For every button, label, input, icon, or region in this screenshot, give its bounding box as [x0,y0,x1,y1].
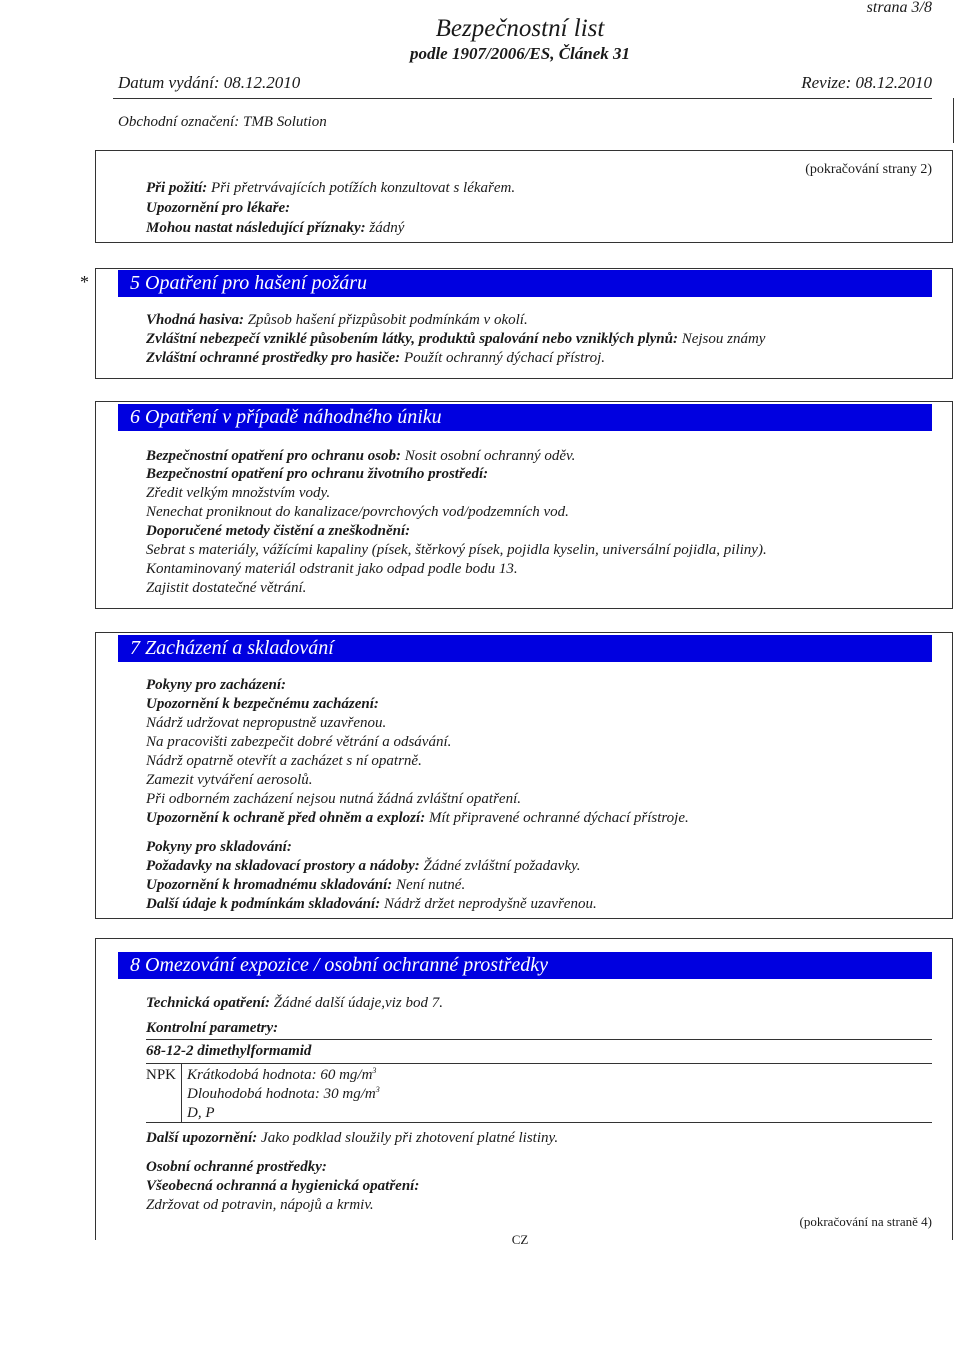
s7-line-11: Upozornění k hromadnému skladování: Není nutné. [146,877,466,893]
page-number: strana 3/8 [866,0,932,16]
header-side-rule [953,98,954,143]
swallow-label: Při požití: [146,180,208,196]
document-subtitle: podle 1907/2006/ES, Článek 31 [409,44,631,63]
s7-line-4: Na pracovišti zabezpečit dobré větrání a odsávání. [146,734,452,750]
params-rule-2 [146,1063,932,1064]
s8-line-3: Další upozornění: Jako podklad sloužily při zhotovení platné listiny. [146,1130,559,1146]
s6-line-8: Zajistit dostatečné větrání. [146,580,307,596]
section-8-title: 8 Omezování expozice / osobní ochranné prostředky [118,952,932,979]
s5-line-2: Zvláštní nebezpečí vzniklé působením látky, produktů spalování nebo vzniklých plynů: Nejsou známy [146,331,766,347]
substance-line: 68-12-2 dimethylformamid [146,1043,312,1059]
header-rule [113,98,932,99]
s7-line-1: Pokyny pro zacházení: [146,677,286,693]
footer-continued: (pokračování na straně 4) [799,1214,932,1229]
section-5-title: 5 Opatření pro hašení požáru [118,270,932,297]
section-8-left-rule [95,938,96,1240]
s6-line-2: Bezpečnostní opatření pro ochranu životního prostředí: [146,466,489,482]
s6-line-6: Sebrat s materiály, vážícími kapaliny (písek, štěrkový písek, pojidla kyselin, universální pojidla, piliny). [146,542,767,558]
symptoms-text: žádný [365,220,405,236]
s8-line-1: Technická opatření: Žádné další údaje,viz bod 7. [146,995,443,1011]
trade-name: Obchodní označení: TMB Solution [118,114,327,130]
s6-line-4: Nenechat proniknout do kanalizace/povrchových vod/podzemních vod. [146,504,569,520]
s7-line-2: Upozornění k bezpečnému zacházení: [146,696,379,712]
s7-line-7: Při odborném zacházení nejsou nutná žádná zvláštní opatření. [146,791,521,807]
doctor-label: Upozornění pro lékaře: [146,200,291,216]
s6-line-1: Bezpečnostní opatření pro ochranu osob: Nosit osobní ochranný oděv. [146,448,576,464]
params-rule-1 [146,1039,932,1040]
params-rule-3 [146,1122,932,1123]
s6-line-3: Zředit velkým množstvím vody. [146,485,331,501]
section-8-top-rule [95,938,953,939]
npk-label: NPK [146,1067,177,1083]
s8-line-2: Kontrolní parametry: [146,1020,279,1036]
section-7-title: 7 Zacházení a skladování [118,635,932,662]
s5-line-3: Zvláštní ochranné prostředky pro hasiče: Použít ochranný dýchací přístroj. [146,350,606,366]
short-term-limit: Krátkodobá hodnota: 60 $mg/m^3$ [187,1066,377,1083]
continued-note: (pokračování strany 2) [805,162,932,177]
doctor-line [146,198,290,218]
section-6-title: 6 Opatření v případě náhodného úniku [118,404,932,431]
s7-line-12: Další údaje k podmínkám skladování: Nádrž držet neprodyšně uzavřenou. [146,896,597,912]
issue-date: Datum vydání: 08.12.2010 [118,73,301,92]
s7-line-5: Nádrž opatrně otevřít a zacházet s ní opatrně. [146,753,422,769]
s7-line-8: Upozornění k ochraně před ohněm a explozí: Mít připravené ochranné dýchací přístroje. [146,810,689,826]
s6-line-7: Kontaminovaný materiál odstranit jako odpad podle bodu 13. [146,561,518,577]
s7-line-6: Zamezit vytváření aerosolů. [146,772,313,788]
symptoms-line [146,218,404,238]
s7-line-10: Požadavky na skladovací prostory a nádoby: Žádné zvláštní požadavky. [146,858,581,874]
language-code: CZ [511,1232,529,1247]
s7-line-3: Nádrž udržovat nepropustně uzavřenou. [146,715,387,731]
s8-line-6: Zdržovat od potravin, nápojů a krmiv. [146,1197,374,1213]
document-title: Bezpečnostní list [435,15,605,42]
section-8-right-rule [952,938,953,1240]
swallow-line [146,178,515,198]
npk-divider [181,1064,182,1122]
revision-date: Revize: 08.12.2010 [801,73,932,92]
s8-line-4: Osobní ochranné prostředky: [146,1159,327,1175]
notation: D, P [187,1105,215,1121]
s8-line-5: Všeobecná ochranná a hygienická opatření: [146,1178,420,1194]
s7-line-9: Pokyny pro skladování: [146,839,292,855]
long-term-limit: Dlouhodobá hodnota: 30 $mg/m^3$ [187,1085,380,1102]
s6-line-5: Doporučené metody čistění a zneškodnění: [146,523,411,539]
s5-line-1: Vhodná hasiva: Způsob hašení přizpůsobit podmínkám v okolí. [146,312,528,328]
swallow-text: Při přetrvávajících potížích konzultovat s lékařem. [207,180,516,196]
revision-star: * [80,272,89,292]
symptoms-label: Mohou nastat následující příznaky: [146,220,366,236]
